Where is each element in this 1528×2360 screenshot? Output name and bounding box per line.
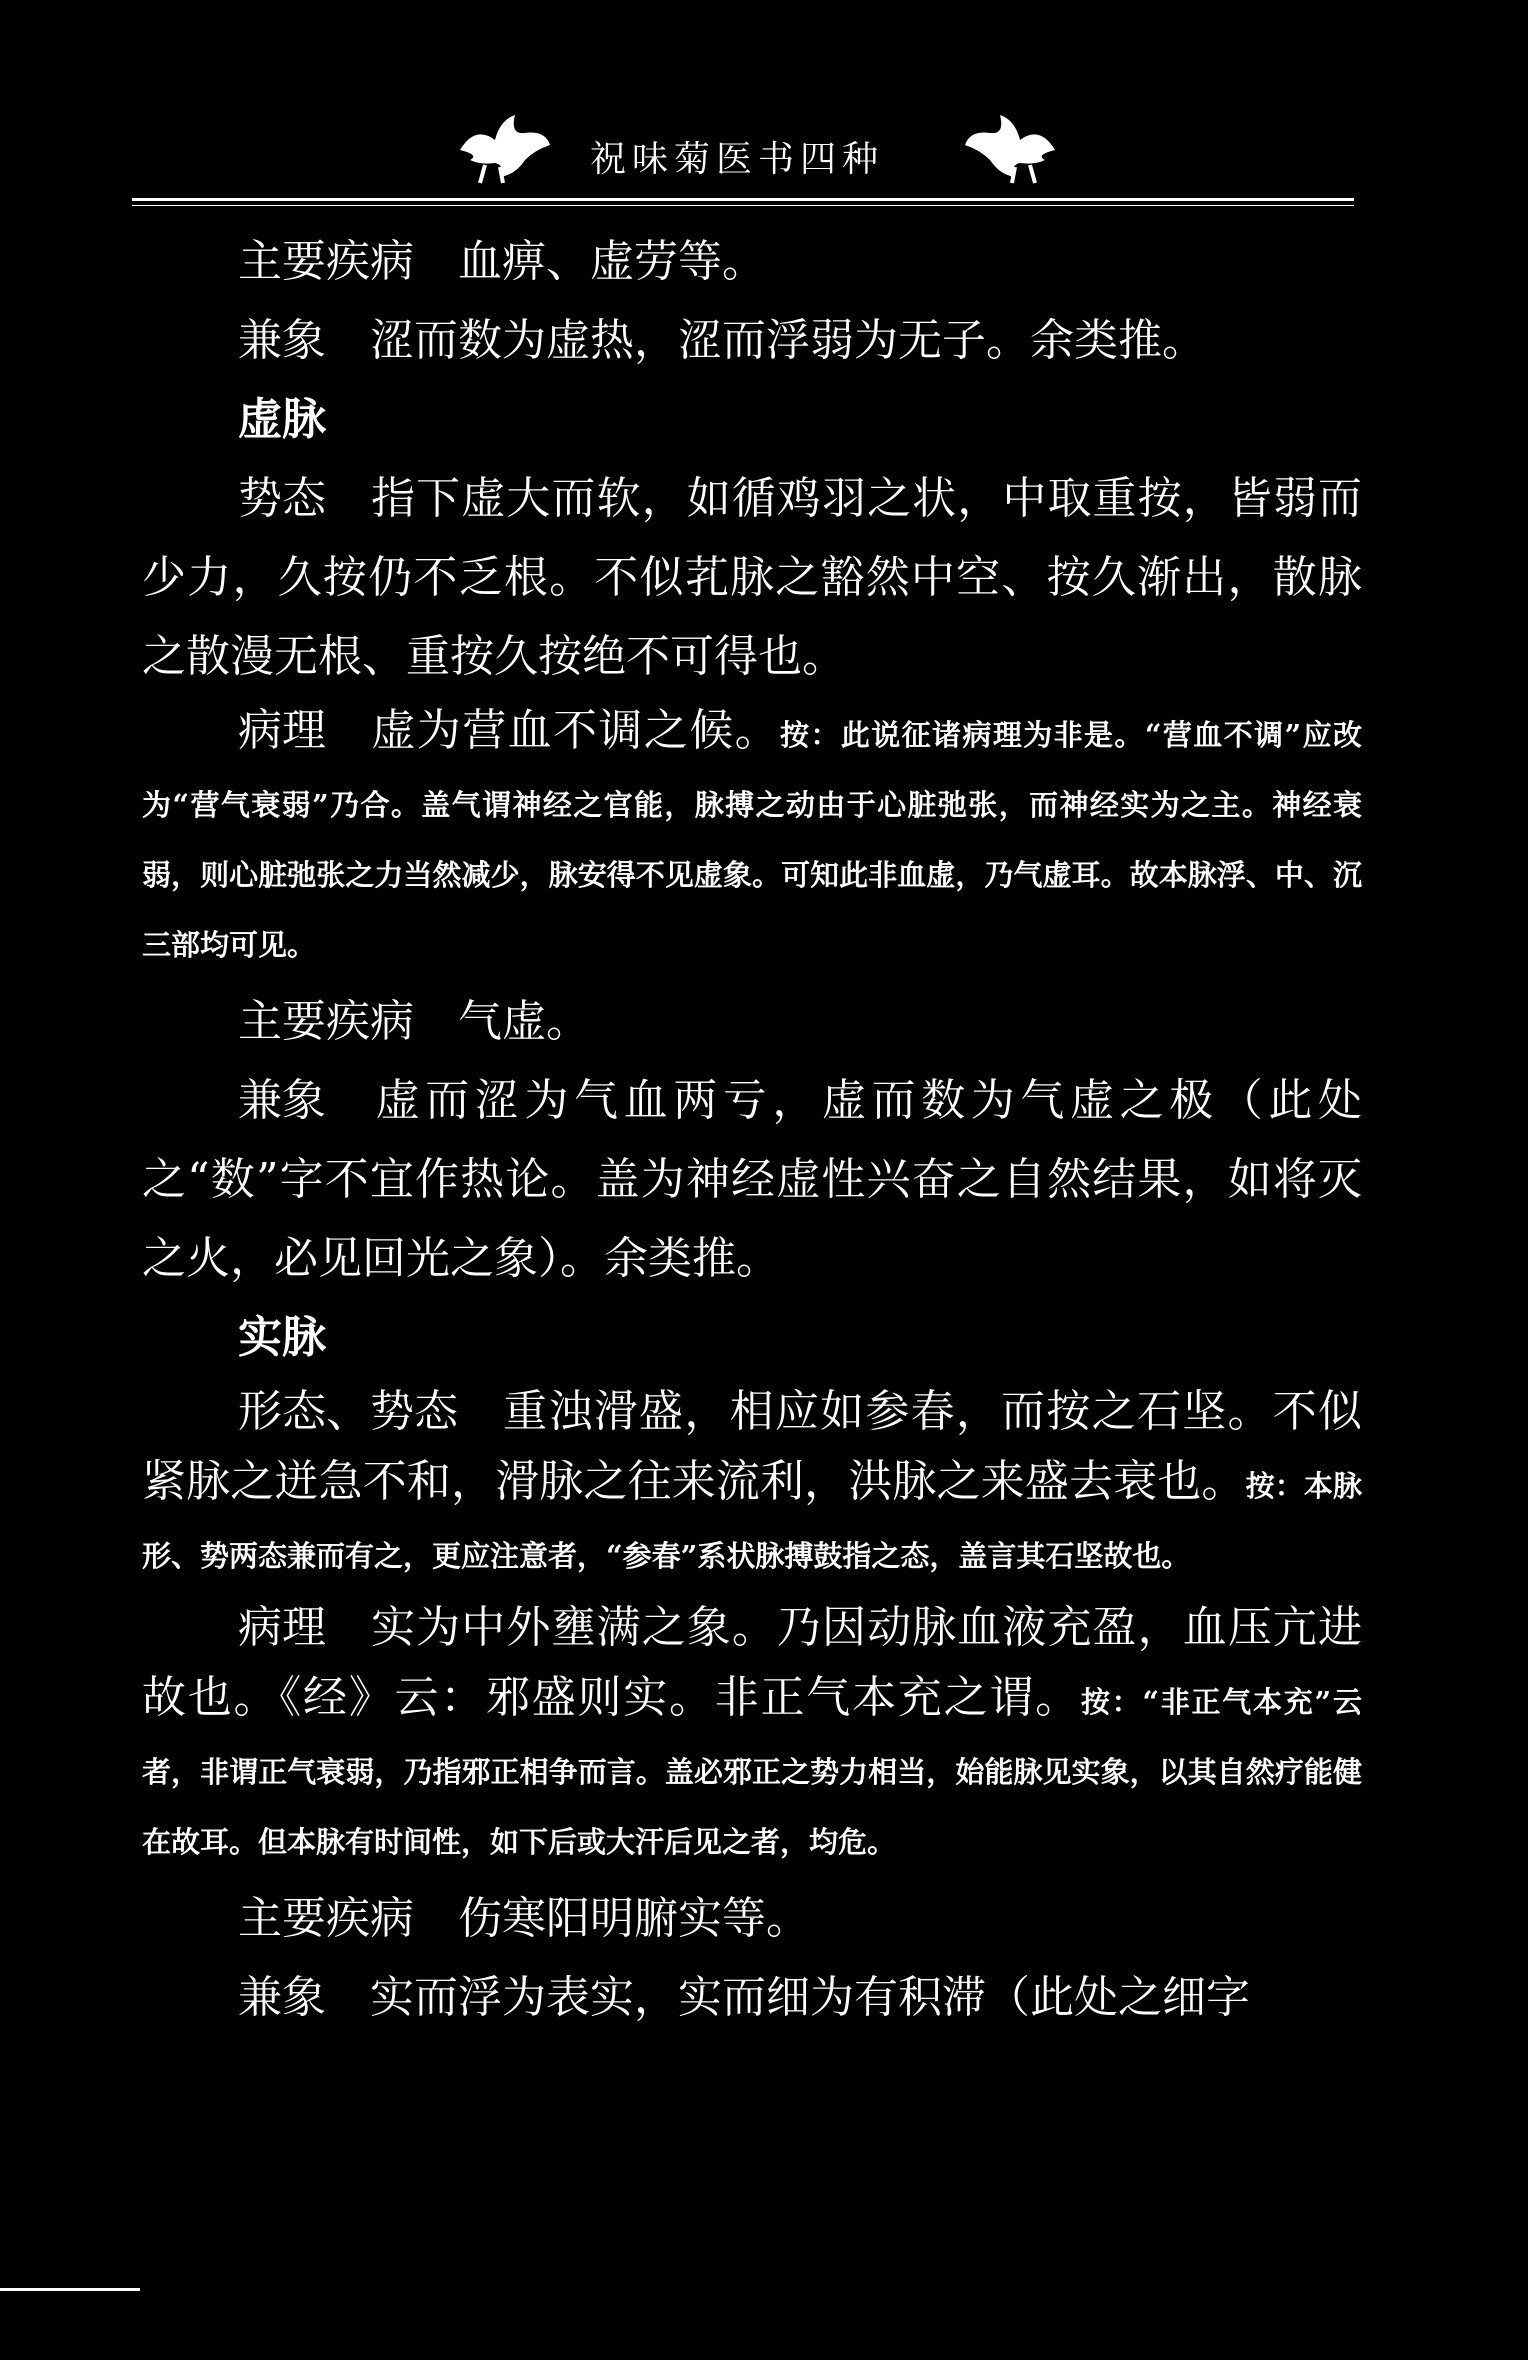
paragraph xyxy=(142,301,1362,380)
paragraph-text: 重浊滑盛，相应如参春，而按之石坚。不似紧脉之迸急不和，滑脉之往来流利，洪脉之来盛去衰也。 xyxy=(142,1386,1362,1507)
paragraph xyxy=(142,459,1362,696)
scan-edge-mark xyxy=(0,2288,140,2291)
header-rule-thick xyxy=(132,198,1354,201)
section-label: 病理 xyxy=(238,705,326,756)
header-rule-thin xyxy=(132,205,1354,206)
section-label: 兼象 xyxy=(238,1075,326,1126)
annotation-note: 按：此说征诸病理为非是。“营血不调”应改为“营气衰弱”乃合。盖气谓神经之官能，脉搏之动由于心脏弛张，而神经实为之主。神经衰弱，则心脏弛张之力当然减少，脉安得不见虚象。可知此非血虚，乃气虚耳。故本脉浮、中、沉三部均可见。 xyxy=(142,718,1362,962)
paragraph-text: 血痹、虚劳等。 xyxy=(458,236,766,287)
section-label: 形态、势态 xyxy=(238,1386,458,1437)
paragraph-text: 涩而数为虚热，涩而浮弱为无子。余类推。 xyxy=(370,315,1206,366)
section-label: 势态 xyxy=(238,473,326,524)
paragraph-text: 实而浮为表实，实而细为有积滞（此处之细字 xyxy=(370,1972,1250,2023)
paragraph xyxy=(142,1377,1362,1587)
paragraph-text: 伤寒阳明腑实等。 xyxy=(458,1893,810,1944)
section-label: 兼象 xyxy=(238,1972,326,2023)
paragraph-text: 虚为营血不调之候。 xyxy=(370,705,781,756)
section-label: 主要疾病 xyxy=(238,236,414,287)
phoenix-ornament-right-icon xyxy=(960,105,1060,185)
paragraph xyxy=(142,222,1362,301)
paragraph xyxy=(142,1879,1362,1958)
section-heading: 虚脉 xyxy=(238,394,326,445)
paragraph-text: 指下虚大而软，如循鸡羽之状，中取重按，皆弱而少力，久按仍不乏根。不似芤脉之豁然中空、按久渐出，散脉之散漫无根、重按久按绝不可得也。 xyxy=(142,473,1362,682)
book-title: 祝味菊医书四种 xyxy=(590,139,885,180)
section-label: 病理 xyxy=(238,1602,326,1653)
paragraph-text: 实为中外壅满之象。乃因动脉血液充盈，血压亢进故也。《经》云：邪盛则实。非正气本充之谓。 xyxy=(142,1602,1362,1723)
paragraph xyxy=(142,1593,1362,1873)
paragraph xyxy=(142,982,1362,1061)
section-label: 主要疾病 xyxy=(238,1893,414,1944)
running-header xyxy=(0,95,1528,195)
paragraph xyxy=(142,1061,1362,1298)
section-label: 兼象 xyxy=(238,315,326,366)
paragraph-text: 气虚。 xyxy=(458,996,590,1047)
paragraph xyxy=(142,696,1362,976)
paragraph-text: 虚而涩为气血两亏，虚而数为气虚之极（此处之“数”字不宜作热论。盖为神经虚性兴奋之自然结果，如将灭之火，必见回光之象）。余类推。 xyxy=(142,1075,1362,1284)
annotation-note: 按：“非正气本充”云者，非谓正气衰弱，乃指邪正相争而言。盖必邪正之势力相当，始能脉见实象，以其自然疗能健在故耳。但本脉有时间性，如下后或大汗后见之者，均危。 xyxy=(142,1685,1362,1859)
phoenix-ornament-left-icon xyxy=(455,105,555,185)
annotation-note: 按：本脉形、势两态兼而有之，更应注意者，“参春”系状脉搏鼓指之态，盖言其石坚故也。 xyxy=(142,1469,1362,1573)
section-heading: 实脉 xyxy=(238,1312,326,1363)
paragraph xyxy=(142,1958,1362,2037)
page-body xyxy=(142,222,1362,2037)
section-label: 主要疾病 xyxy=(238,996,414,1047)
